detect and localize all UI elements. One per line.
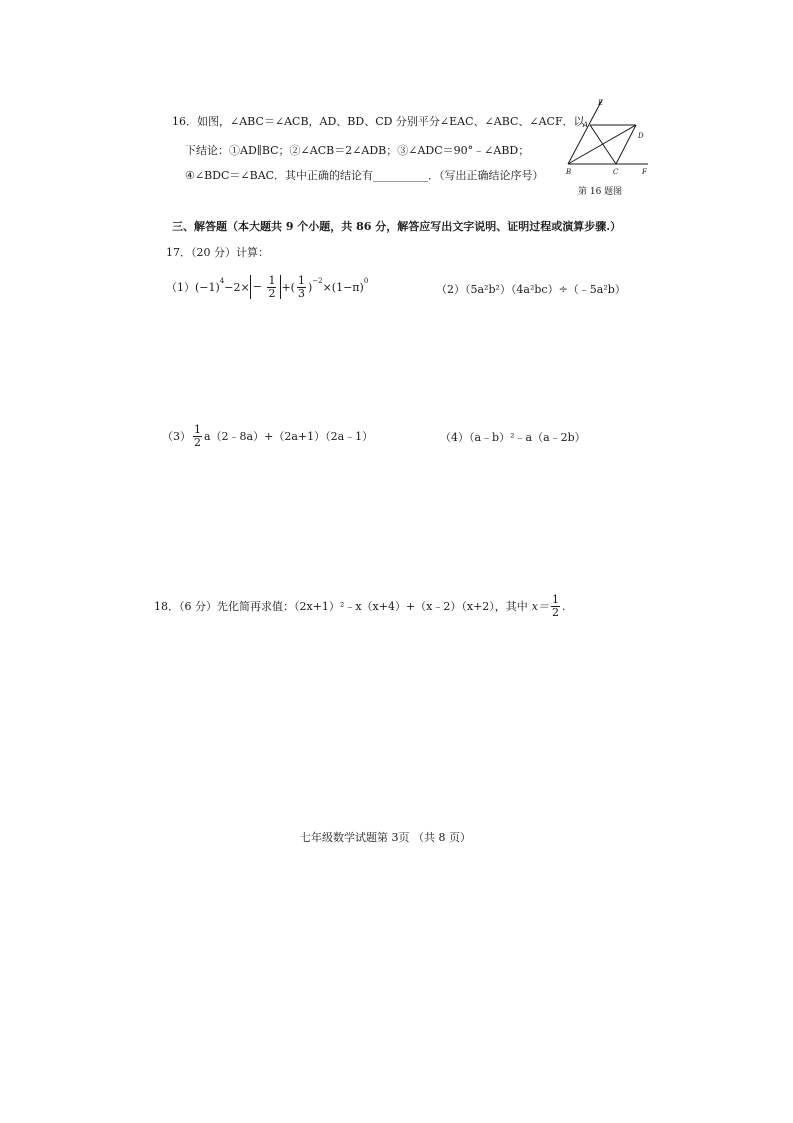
q17-p1-term1: (−1) [195,280,220,294]
q18-fraction [551,594,560,618]
q17-p1-term5: ×(1−π) [322,280,364,294]
q16-line-1: 16．如图，∠ABC＝∠ACB，AD、BD、CD 分别平分∠EAC、∠ABC、∠ACF．以 [172,115,585,128]
q17-p3-label: （3） [162,430,191,444]
q17-p1-exp3: 0 [363,277,369,285]
label-E: E [598,99,604,107]
q17-part-1 [166,275,368,299]
q18-text: 18．（6 分）先化简再求值：（2x+1）²﹣x（x+4）+（x﹣2）（x+2），其中 [154,600,528,614]
page-footer: 七年级数学试题第 3页 （共 8 页） [300,831,471,844]
q17-p1-abs-fraction [267,275,276,299]
q17-part-4: （4）（a﹣b）²﹣a（a﹣2b） [440,431,586,444]
q18 [154,594,566,618]
q16-line-2: 下结论：①AD∥BC；②∠ACB＝2∠ADB；③∠ADC＝90°﹣∠ABD； [185,144,530,157]
q17-p3-fraction [193,424,202,448]
label-F: F [642,168,647,176]
q17-p1-frac-num: 1 [297,274,305,287]
q17-part-3 [162,424,373,448]
q17-p1-term3: +( [281,280,295,294]
q18-var: x＝ [531,600,549,614]
label-C: C [613,168,619,176]
q17-p1-label: （1） [166,281,195,295]
q17-p1-abs-den: 2 [268,286,276,300]
q16-figure [560,98,660,180]
q17-p3-frac-den: 2 [194,435,201,449]
q17-p1-exp2: −2 [312,277,323,285]
q18-frac-num: 1 [552,593,559,606]
label-B: B [566,168,572,176]
q17-p1-abs-sign: − [252,280,262,294]
label-A: A [583,121,589,129]
q17-p1-frac-den: 3 [297,286,305,300]
q18-end: . [562,599,566,613]
q17-p1-exp1: 4 [219,277,225,285]
q17-p1-absolute-value [250,275,282,299]
q17-p1-fraction [297,275,306,299]
q16-line-3: ④∠BDC＝∠BAC．其中正确的结论有__________．（写出正确结论序号） [185,169,544,182]
q17-p3-frac-num: 1 [194,423,201,436]
q17-p1-term4: ) [307,280,313,294]
q17-p1-term2: −2× [224,280,250,294]
q17-part-2: （2）（5a²b²）（4a²bc）÷（﹣5a²b） [436,283,626,296]
q17-p3-rest: a（2﹣8a）+（2a+1）（2a﹣1） [204,430,374,444]
q17-p1-abs-num: 1 [268,274,276,287]
q17-header: 17．（20 分）计算： [166,246,269,259]
q16-figure-caption: 第 16 题图 [578,187,623,197]
label-D: D [638,132,644,140]
q18-frac-den: 2 [552,605,559,619]
section-3-header: 三、解答题（本大题共 9 个小题，共 86 分，解答应写出文字说明、证明过程或演算步骤.） [172,220,622,233]
